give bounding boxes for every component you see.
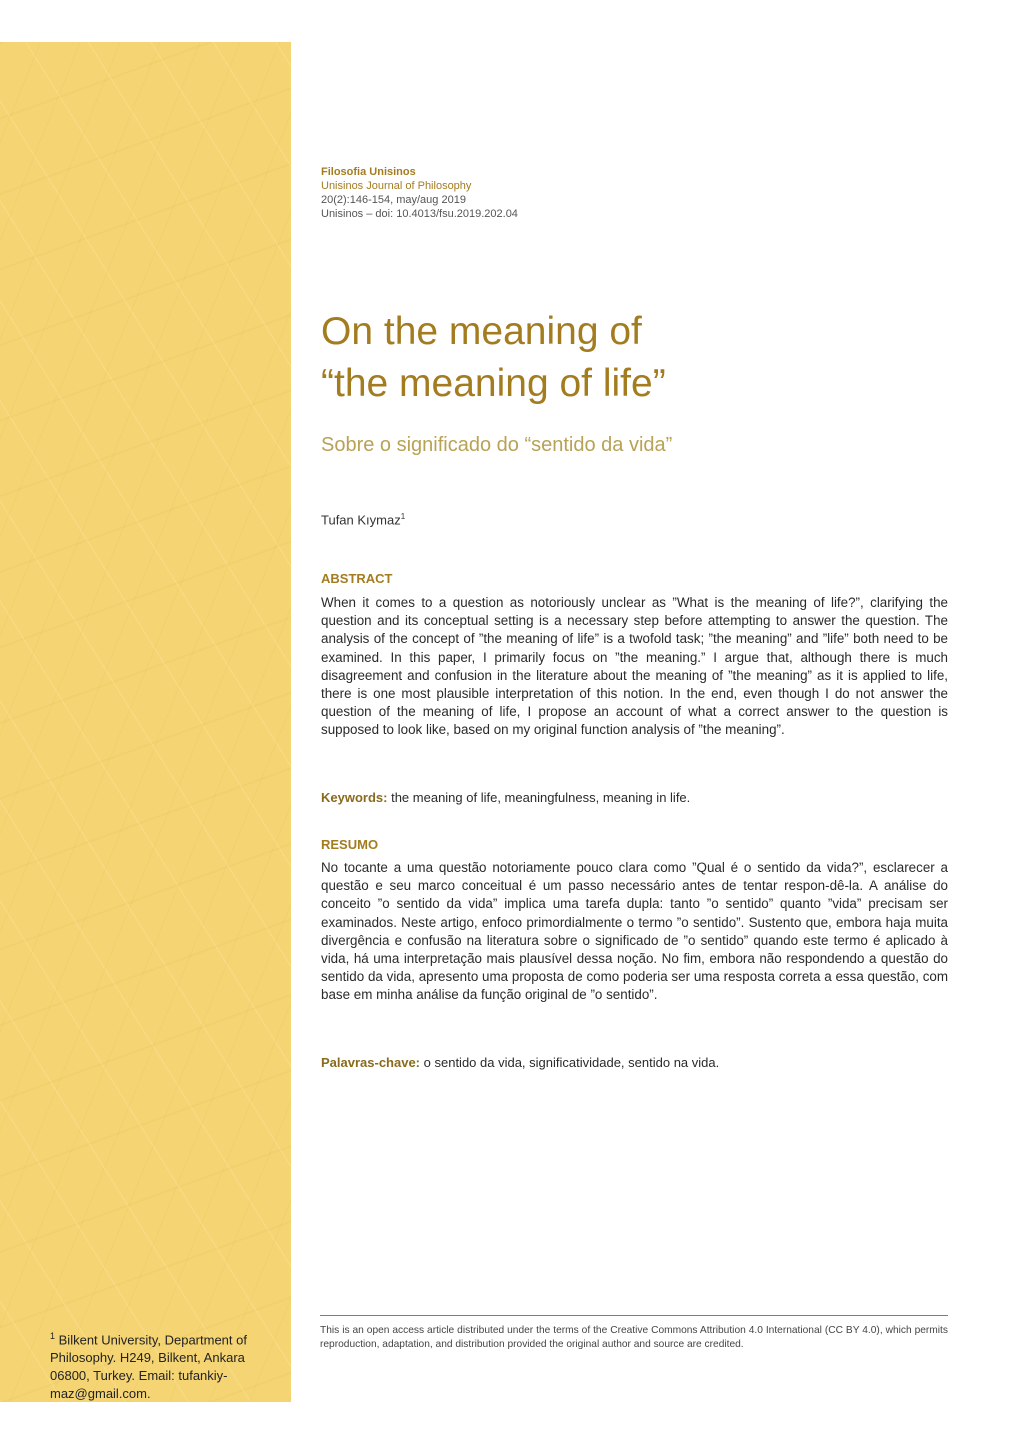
title-line-1: On the meaning of xyxy=(321,310,642,353)
author-footnote-marker: 1 xyxy=(400,512,406,521)
palavras-chave-text: o sentido da vida, significatividade, sentido na vida. xyxy=(423,1055,720,1070)
author xyxy=(321,512,405,527)
footnote-text: Bilkent University, Department of Philosophy. H249, Bilkent, Ankara 06800, Turkey. Email: tufankiy-maz@gmail.com. xyxy=(50,1332,247,1402)
footer-divider xyxy=(320,1315,948,1316)
journal-doi: Unisinos – doi: 10.4013/fsu.2019.202.04 xyxy=(321,208,518,220)
article-subtitle: Sobre o significado do “sentido da vida” xyxy=(321,434,673,456)
journal-info xyxy=(321,165,721,221)
palavras-chave xyxy=(321,1055,948,1070)
author-name: Tufan Kıymaz xyxy=(321,512,401,528)
footnote-marker: 1 xyxy=(50,1331,56,1341)
title-line-2: “the meaning of life” xyxy=(321,362,666,405)
keywords xyxy=(321,790,948,805)
article-title xyxy=(321,306,961,410)
journal-subtitle: Unisinos Journal of Philosophy xyxy=(321,180,472,192)
resumo-heading: RESUMO xyxy=(321,837,379,852)
resumo-text: No tocante a uma questão notoriamente pouco clara como ”Qual é o sentido da vida?”, esclarecer a questão e seu marco conceitual é um passo necessário antes de tentar respon-dê-la. A análise do conceito ”o sentido da vida” implica uma tarefa dupla: tanto ”o sentido” quanto ”vida” precisam ser examinados. Neste artigo, enfoco primordialmente o termo ”o sentido”. Sustento que, embora haja muita divergência e confusão na literatura sobre o significado de ”o sentido” quando este termo é aplicado à vida, há uma interpretação mais plausível dessa noção. No fim, embora não respondendo a questão do sentido da vida, apresento uma proposta de como poderia ser uma resposta correta a essa questão, com base em minha análise da função original de ”o sentido”. xyxy=(321,860,948,1003)
keywords-text: the meaning of life, meaningfulness, meaning in life. xyxy=(391,790,691,805)
license-notice: This is an open access article distributed under the terms of the Creative Commons Attribution 4.0 International (CC BY 4.0), which permits reproduction, adaptation, and distribution provided the original author and source are credited. xyxy=(320,1325,948,1350)
decorative-sidebar xyxy=(0,42,291,1402)
journal-name: Filosofia Unisinos xyxy=(321,166,416,178)
keywords-label: Keywords: xyxy=(321,790,388,805)
abstract-text: When it comes to a question as notoriously unclear as ”What is the meaning of life?”, clarifying the question and its conceptual setting is a necessary step before attempting to answer the question. The analysis of the concept of ”the meaning of life” is a twofold task; ”the meaning” and ”life” both need to be examined. In this paper, I primarily focus on ”the meaning.” I argue that, although there is much disagreement and confusion in the literature about the meaning of ”the meaning” as it is applied to life, there is one most plausible interpretation of this notion. In the end, even though I do not answer the question of the meaning of life, I propose an account of what a correct answer to the question is supposed to look like, based on my original function analysis of ”the meaning”. xyxy=(321,595,948,738)
author-affiliation-footnote xyxy=(50,1327,262,1403)
journal-issue: 20(2):146-154, may/aug 2019 xyxy=(321,194,466,206)
palavras-chave-label: Palavras-chave: xyxy=(321,1055,421,1070)
abstract-heading: ABSTRACT xyxy=(321,571,393,586)
